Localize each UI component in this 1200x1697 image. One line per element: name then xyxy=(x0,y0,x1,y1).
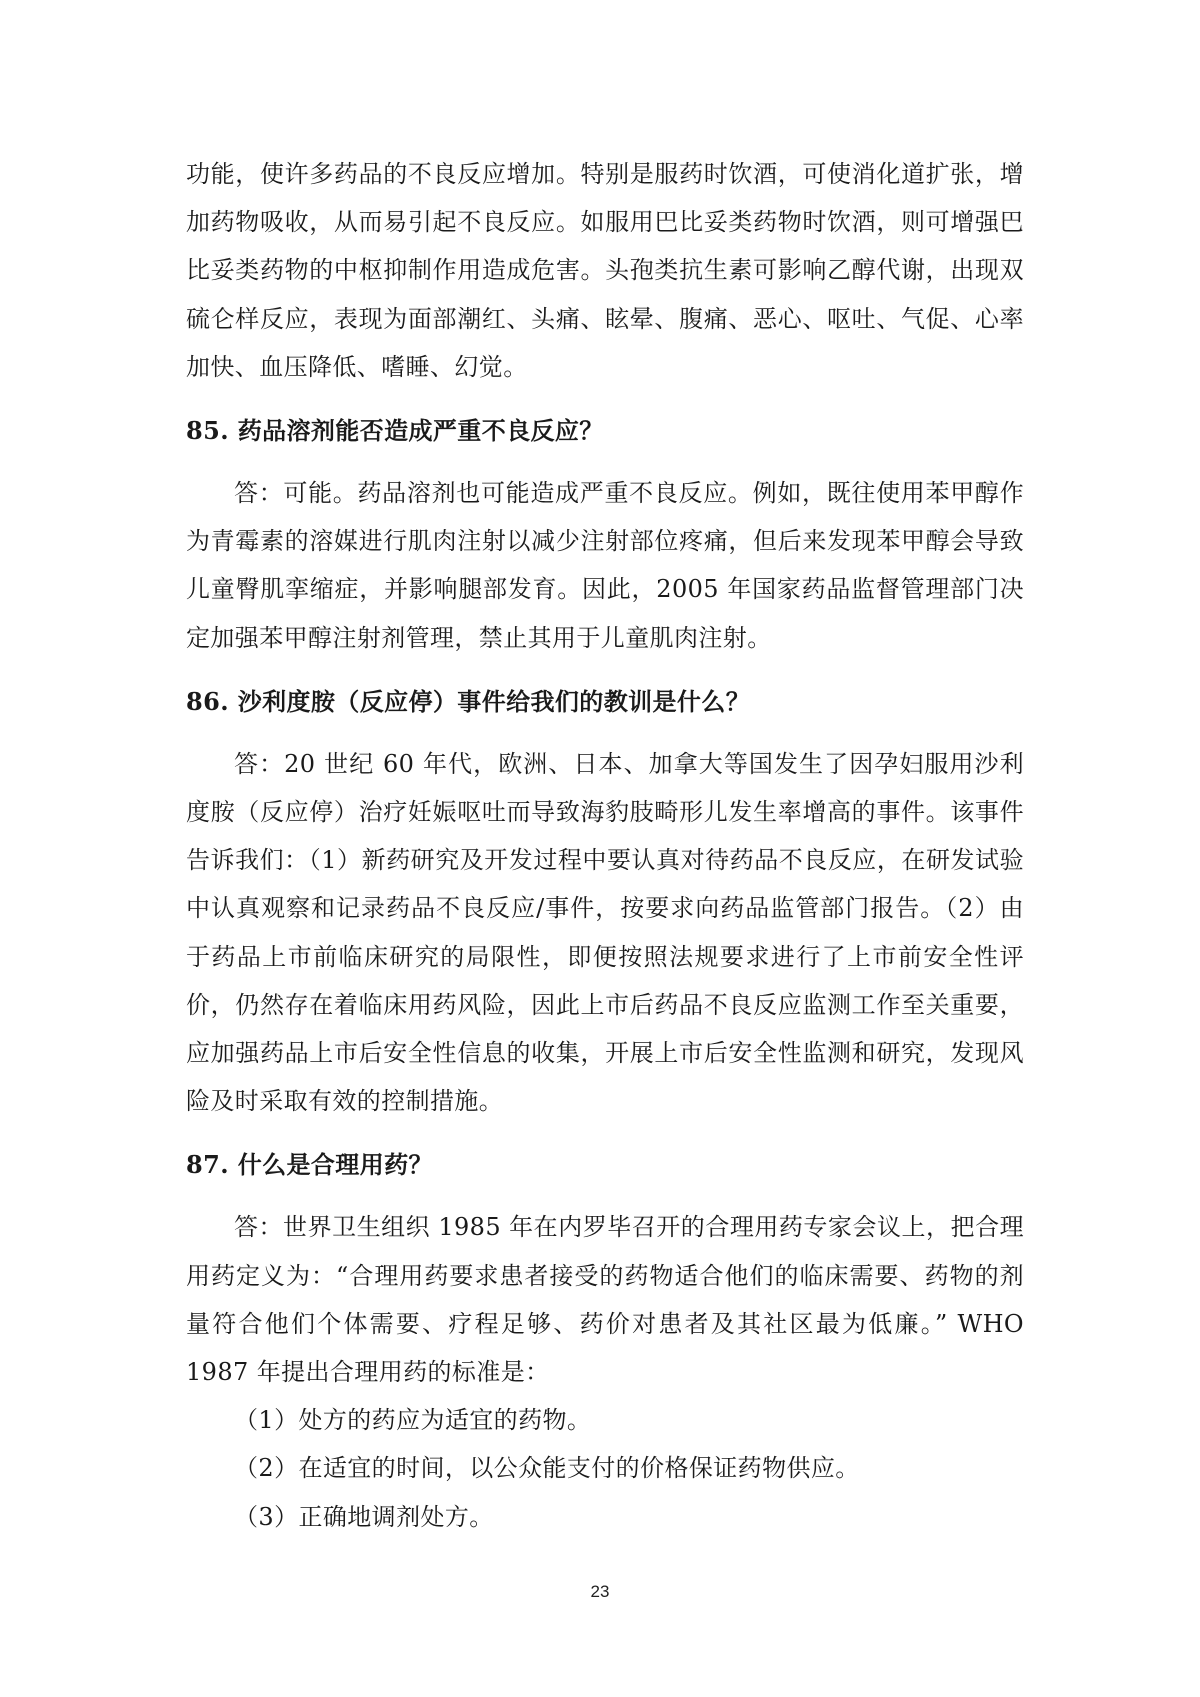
document-body xyxy=(186,150,1024,1541)
continuation-paragraph: 功能，使许多药品的不良反应增加。特别是服药时饮酒，可使消化道扩张，增加药物吸收，从而易引起不良反应。如服用巴比妥类药物时饮酒，则可增强巴比妥类药物的中枢抑制作用造成危害。头孢类抗生素可影响乙醇代谢，出现双硫仑样反应，表现为面部潮红、头痛、眩晕、腹痛、恶心、呕吐、气促、心率加快、血压降低、嗜睡、幻觉。 xyxy=(186,160,1024,381)
question-85-title: 85. 药品溶剂能否造成严重不良反应？ xyxy=(186,416,604,446)
question-86-title: 86. 沙利度胺（反应停）事件给我们的教训是什么？ xyxy=(186,686,751,716)
question-87-title: 87. 什么是合理用药？ xyxy=(186,1150,433,1180)
question-87-item-2: （2）在适宜的时间，以公众能支付的价格保证药物供应。 xyxy=(234,1454,860,1483)
page-number: 23 xyxy=(590,1582,610,1601)
question-87-answer: 答：世界卫生组织 1985 年在内罗毕召开的合理用药专家会议上，把合理用药定义为：“合理用药要求患者接受的药物适合他们的临床需要、药物的剂量符合他们个体需要、疗程足够、药价对患者及其社区最为低廉。” WHO 1987 年提出合理用药的标准是： xyxy=(186,1213,1024,1387)
question-87-item-1: （1）处方的药应为适宜的药物。 xyxy=(234,1406,592,1435)
question-86-answer: 答：20 世纪 60 年代，欧洲、日本、加拿大等国发生了因孕妇服用沙利度胺（反应停）治疗妊娠呕吐而导致海豹肢畸形儿发生率增高的事件。该事件告诉我们：（1）新药研究及开发过程中要认真对待药品不良反应，在研发试验中认真观察和记录药品不良反应/事件，按要求向药品监管部门报告。（2）由于药品上市前临床研究的局限性，即便按照法规要求进行了上市前安全性评价，仍然存在着临床用药风险，因此上市后药品不良反应监测工作至关重要，应加强药品上市后安全性信息的收集，开展上市后安全性监测和研究，发现风险及时采取有效的控制措施。 xyxy=(186,749,1024,1116)
question-85-answer: 答：可能。药品溶剂也可能造成严重不良反应。例如，既往使用苯甲醇作为青霉素的溶媒进行肌肉注射以减少注射部位疼痛，但后来发现苯甲醇会导致儿童臀肌挛缩症，并影响腿部发育。因此，2005 年国家药品监督管理部门决定加强苯甲醇注射剂管理，禁止其用于儿童肌肉注射。 xyxy=(186,479,1024,652)
question-87-item-3: （3）正确地调剂处方。 xyxy=(234,1502,494,1531)
